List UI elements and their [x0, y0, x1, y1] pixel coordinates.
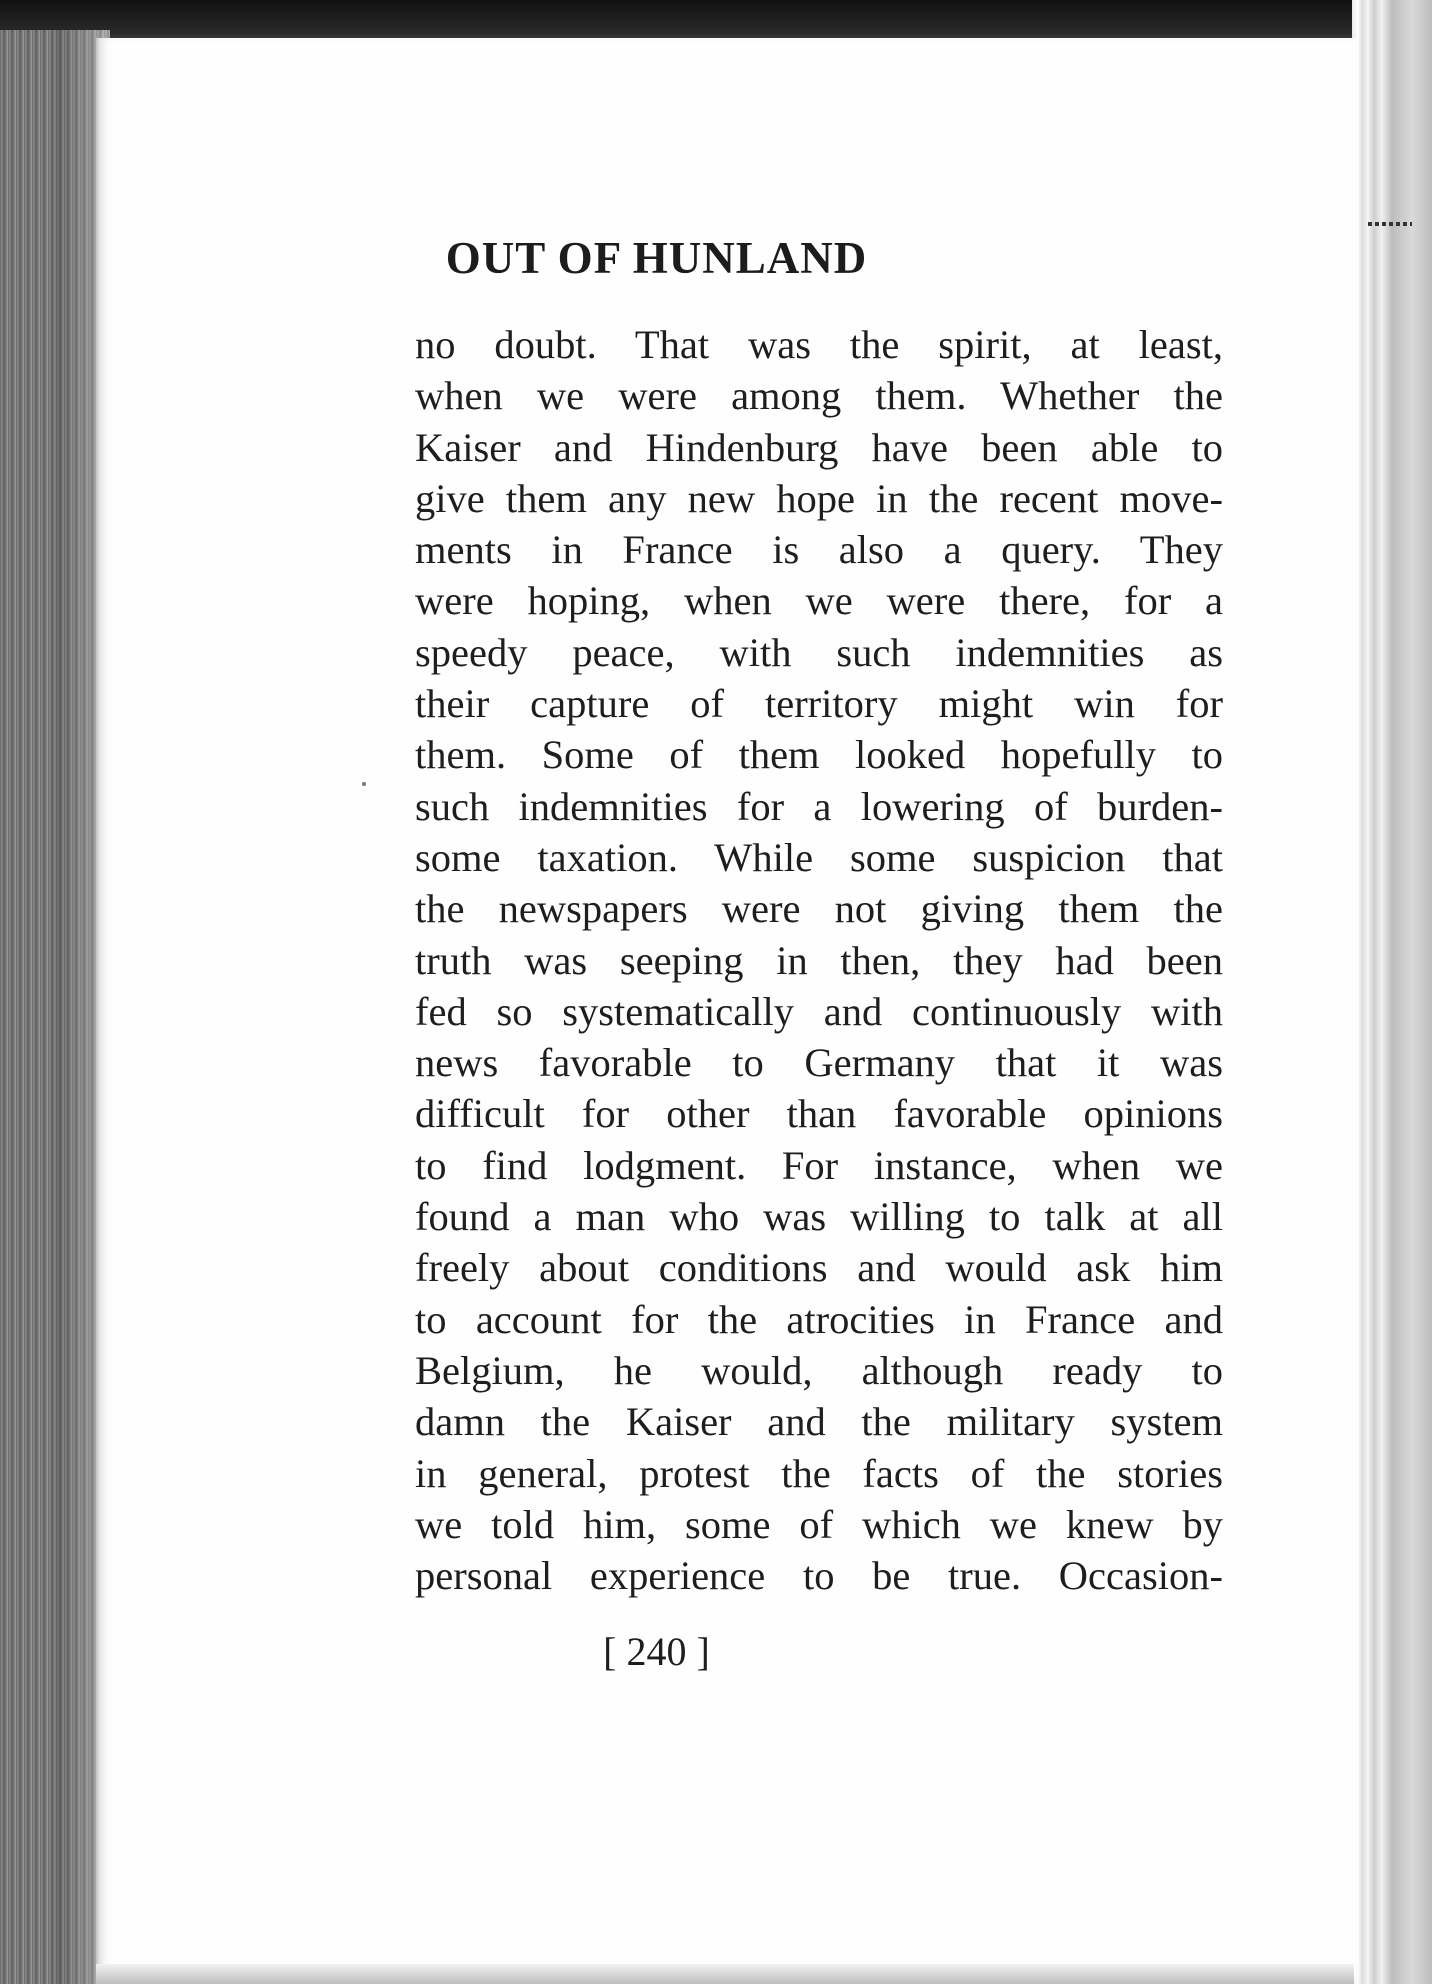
- text-line: some taxation. While some suspicion that: [415, 834, 1223, 880]
- text-line: freely about conditions and would ask him: [415, 1245, 1223, 1291]
- text-line: Belgium, he would, although ready to: [415, 1347, 1223, 1393]
- text-line: we told him, some of which we knew by: [415, 1501, 1223, 1547]
- text-line: such indemnities for a lowering of burden-: [415, 783, 1223, 829]
- text-line: fed so systematically and continuously with: [415, 988, 1223, 1034]
- text-line: ments in France is also a query. They: [415, 527, 1223, 573]
- text-line: speedy peace, with such indemnities as: [415, 629, 1223, 675]
- text-line: truth was seeping in then, they had been: [415, 937, 1223, 983]
- text-line: give them any new hope in the recent move-: [415, 475, 1223, 521]
- text-line: Kaiser and Hindenburg have been able to: [415, 424, 1223, 470]
- text-line: to account for the atrocities in France and: [415, 1296, 1223, 1342]
- text-line: in general, protest the facts of the stories: [415, 1450, 1223, 1496]
- text-line: no doubt. That was the spirit, at least,: [415, 322, 1223, 367]
- text-line: their capture of territory might win for: [415, 681, 1223, 727]
- book-page-edges-left: [0, 30, 110, 1984]
- text-line: damn the Kaiser and the military system: [415, 1399, 1223, 1445]
- text-line: personal experience to be true. Occasion-: [415, 1553, 1223, 1599]
- text-line: to find lodgment. For instance, when we: [415, 1142, 1223, 1188]
- running-head: OUT OF HUNLAND: [445, 233, 868, 283]
- page-number: [ 240 ]: [603, 1629, 710, 1674]
- text-line: when we were among them. Whether the: [415, 373, 1223, 419]
- paper-speck: [362, 782, 366, 786]
- book-page-bottom-edge: [96, 1964, 1354, 1984]
- text-line: the newspapers were not giving them the: [415, 886, 1223, 932]
- text-line: them. Some of them looked hopefully to: [415, 732, 1223, 778]
- edge-mark: [1368, 222, 1412, 226]
- text-line: news favorable to Germany that it was: [415, 1040, 1223, 1086]
- book-page-edges-right: [1352, 0, 1432, 1984]
- body-text: [415, 319, 1223, 1601]
- text-line: difficult for other than favorable opinions: [415, 1091, 1223, 1137]
- text-line: found a man who was willing to talk at all: [415, 1194, 1223, 1240]
- text-line: were hoping, when we were there, for a: [415, 578, 1223, 624]
